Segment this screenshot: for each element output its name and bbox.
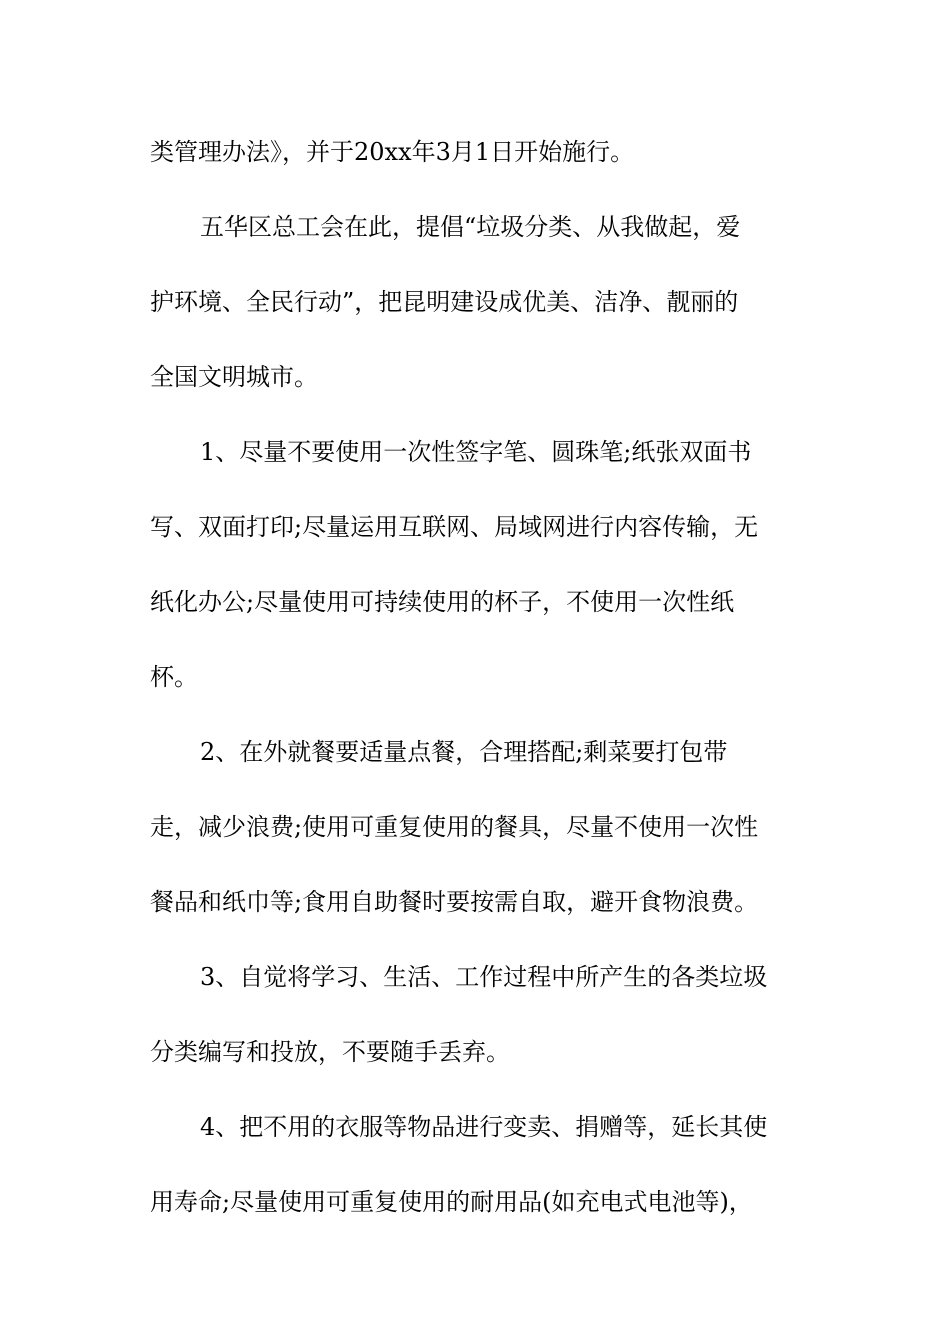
text-line: 全国文明城市。 [150,363,318,391]
text-line: 类管理办法》，并于20xx年3月1日开始施行。 [150,138,635,166]
paragraph-start-line: 3、自觉将学习、生活、工作过程中所产生的各类垃圾 [200,963,768,991]
paragraph-start-line: 1、尽量不要使用一次性签字笔、圆珠笔;纸张双面书 [200,438,752,466]
text-line: 走，减少浪费;使用可重复使用的餐具，尽量不使用一次性 [150,813,759,841]
text-line: 写、双面打印;尽量运用互联网、局域网进行内容传输，无 [150,513,759,541]
text-line: 用寿命;尽量使用可重复使用的耐用品(如充电式电池等)， [150,1188,753,1216]
text-line: 餐品和纸巾等;食用自助餐时要按需自取，避开食物浪费。 [150,888,759,916]
text-line: 分类编写和投放，不要随手丢弃。 [150,1038,510,1066]
text-line: 杯。 [150,663,198,691]
text-line: 护环境、全民行动”，把昆明建设成优美、洁净、靓丽的 [150,288,739,316]
text-line: 纸化办公;尽量使用可持续使用的杯子，不使用一次性纸 [150,588,735,616]
paragraph-start-line: 2、在外就餐要适量点餐，合理搭配;剩菜要打包带 [200,738,728,766]
paragraph-start-line: 4、把不用的衣服等物品进行变卖、捐赠等，延长其使 [200,1113,768,1141]
paragraph-start-line: 五华区总工会在此，提倡“垃圾分类、从我做起，爱 [200,213,741,241]
